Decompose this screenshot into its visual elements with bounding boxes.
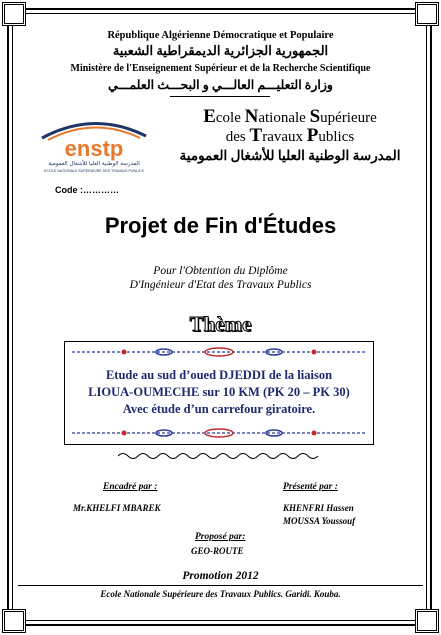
corner-ornament — [2, 2, 26, 26]
propose-label: Proposé par: — [195, 532, 246, 542]
subtitle-line1: Pour l'Obtention du Diplôme — [153, 265, 288, 277]
student-name: MOUSSA Youssouf — [283, 516, 356, 526]
ministry-ar: وزارة التعليـــم العالـــي و البحـــث العلمـــي — [108, 78, 333, 92]
promotion: Promotion 2012 — [182, 570, 259, 582]
republic-ar: الجمهورية الجزائرية الديمقراطية الشعبية — [112, 43, 329, 58]
theme-heading: Thème — [189, 312, 252, 336]
svg-text:ECOLE NATIONALE SUPERIEURE DES: ECOLE NATIONALE SUPERIEURE DES TRAVAUX PUBLICS — [44, 169, 144, 173]
theme-ornament-top — [64, 346, 374, 358]
code-field: Code :………… — [55, 185, 119, 195]
theme-line2: LIOUA-OUMECHE sur 10 KM (PK 20 – PK 30) — [88, 385, 350, 399]
header-separator — [170, 96, 270, 97]
proposer-name: GEO-ROUTE — [191, 546, 244, 556]
school-name-ar: المدرسة الوطنية العليا للأشغال العمومية — [179, 148, 401, 163]
ministry-fr: Ministère de l'Enseignement Supérieur et de la Recherche Scientifique — [70, 63, 371, 74]
encadre-label: Encadré par : — [103, 482, 158, 492]
footer: Ecole Nationale Supérieure des Travaux Publics. Garidi. Kouba. — [100, 589, 341, 599]
corner-ornament — [415, 609, 439, 633]
theme-line3: Avec étude d’un carrefour giratoire. — [122, 402, 316, 416]
student-name: KHENFRI Hassen — [283, 503, 354, 513]
presente-label: Présenté par : — [283, 482, 338, 492]
subtitle-line2: D'Ingénieur d'Etat des Travaux Publics — [129, 279, 312, 291]
decorative-divider — [118, 451, 323, 461]
theme-ornament-bottom — [64, 427, 374, 439]
svg-text:enstp: enstp — [64, 136, 124, 161]
corner-ornament — [2, 609, 26, 633]
theme-text — [66, 367, 372, 418]
corner-ornament — [415, 2, 439, 26]
svg-text:المدرسة الوطنية العليا للأشغال: المدرسة الوطنية العليا للأشغال العمومية — [48, 161, 140, 167]
republic-fr: République Algérienne Démocratique et Populaire — [107, 30, 334, 41]
school-name-line1: Ecole Nationale Supérieure — [203, 106, 377, 127]
theme-line1: Etude au sud d’oued DJEDDI de la liaison — [105, 368, 333, 382]
school-logo — [34, 112, 154, 176]
school-name-fr — [160, 108, 420, 146]
student-names — [283, 502, 355, 528]
school-name-line2: des Travaux Publics — [225, 125, 355, 146]
supervisor-name: Mr.KHELFI MBAREK — [73, 503, 161, 513]
subtitle — [0, 264, 441, 292]
page-title: Projet de Fin d'Études — [104, 213, 337, 238]
footer-separator — [18, 585, 423, 586]
